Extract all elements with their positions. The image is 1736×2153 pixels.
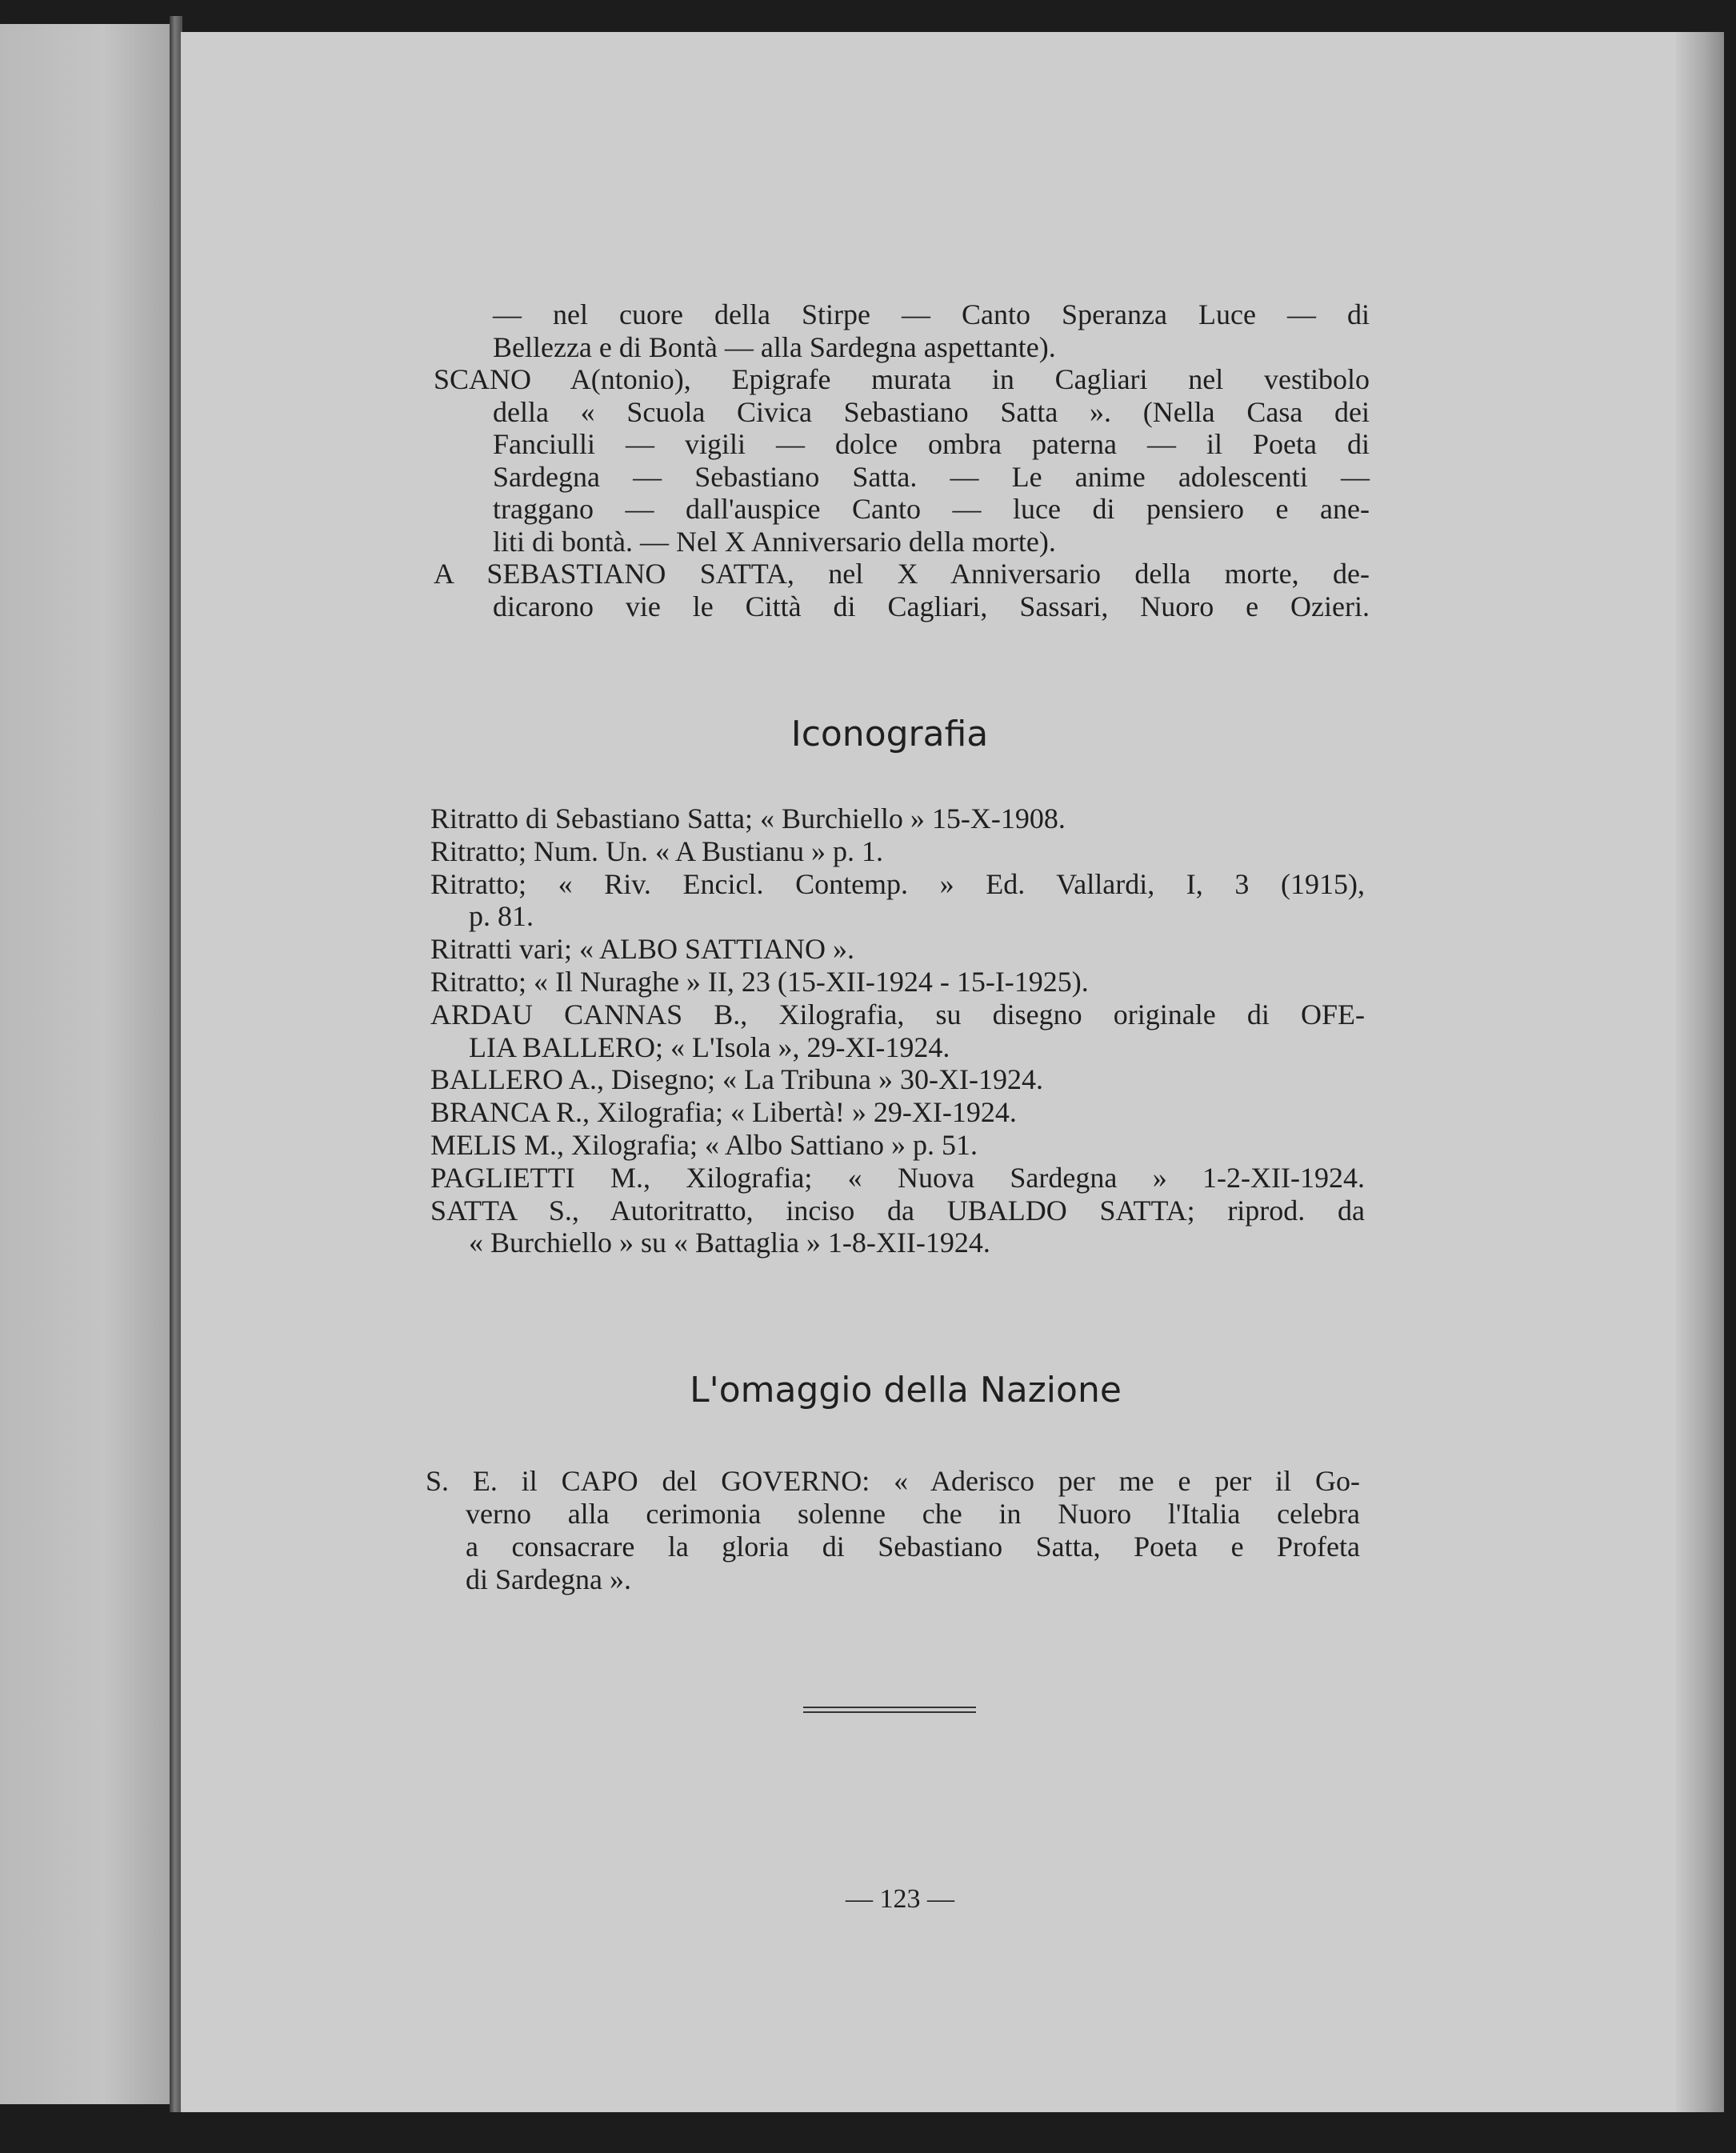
text-line: a consacrare la gloria di Sebastiano Satta, Poeta e Profeta — [466, 1531, 1360, 1563]
text-line: di Sardegna ». — [466, 1563, 631, 1595]
text-line: p. 81. — [469, 900, 534, 933]
page-number: — 123 — — [846, 1884, 954, 1914]
divider-rule — [803, 1707, 976, 1708]
text-line: BALLERO A., Disegno; « La Tribuna » 30-XI-1924. — [430, 1063, 1043, 1096]
text-line: « Burchiello » su « Battaglia » 1-8-XII-1924. — [469, 1227, 990, 1259]
left-page — [0, 24, 172, 2104]
text-line: PAGLIETTI M., Xilografia; « Nuova Sardegna » 1-2-XII-1924. — [430, 1161, 1365, 1194]
text-line: SATTA S., Autoritratto, inciso da UBALDO SATTA; riprod. da — [430, 1194, 1365, 1227]
text-line: LIA BALLERO; « L'Isola », 29-XI-1924. — [469, 1030, 950, 1063]
text-line: Ritratto; « Riv. Encicl. Contemp. » Ed. Vallardi, I, 3 (1915), — [430, 867, 1365, 900]
text-line: verno alla cerimonia solenne che in Nuoro l'Italia celebra — [466, 1498, 1360, 1530]
text-line: MELIS M., Xilografia; « Albo Sattiano » p. 51. — [430, 1129, 978, 1161]
text-line: traggano — dall'auspice Canto — luce di pensiero e ane- — [493, 493, 1370, 525]
text-line: Ritratto; « Il Nuraghe » II, 23 (15-XII-1924 - 15-I-1925). — [430, 966, 1089, 998]
heading-omaggio: L'omaggio della Nazione — [690, 1370, 1122, 1411]
text-line: S. E. il CAPO del GOVERNO: « Aderisco per me e per il Go- — [426, 1465, 1360, 1497]
text-line: Ritratto di Sebastiano Satta; « Burchiello » 15-X-1908. — [430, 802, 1066, 834]
text-line: liti di bontà. — Nel X Anniversario della morte). — [493, 525, 1056, 558]
text-line: A SEBASTIANO SATTA, nel X Anniversario della morte, de- — [434, 558, 1370, 590]
text-line: ARDAU CANNAS B., Xilografia, su disegno originale di OFE- — [430, 998, 1365, 1030]
text-line: della « Scuola Civica Sebastiano Satta ». (Nella Casa dei — [493, 395, 1370, 428]
heading-iconografia: Iconografia — [790, 714, 989, 754]
text-line: Sardegna — Sebastiano Satta. — Le anime adolescenti — — [493, 460, 1370, 493]
text-line: Fanciulli — vigili — dolce ombra paterna — il Poeta di — [493, 428, 1370, 460]
text-line: Ritratto; Num. Un. « A Bustianu » p. 1. — [430, 834, 884, 867]
text-line: — nel cuore della Stirpe — Canto Speranza Luce — di — [493, 298, 1370, 330]
text-line: BRANCA R., Xilografia; « Libertà! » 29-XI-1924. — [430, 1096, 1017, 1129]
text-line: Ritratti vari; « ALBO SATTIANO ». — [430, 933, 854, 966]
divider-rule — [803, 1711, 976, 1713]
page-edge — [1676, 32, 1724, 2112]
text-line: dicarono vie le Città di Cagliari, Sassari, Nuoro e Ozieri. — [493, 590, 1370, 622]
text-line: Bellezza e di Bontà — alla Sardegna aspettante). — [493, 330, 1056, 363]
text-line: SCANO A(ntonio), Epigrafe murata in Cagliari nel vestibolo — [434, 363, 1370, 395]
